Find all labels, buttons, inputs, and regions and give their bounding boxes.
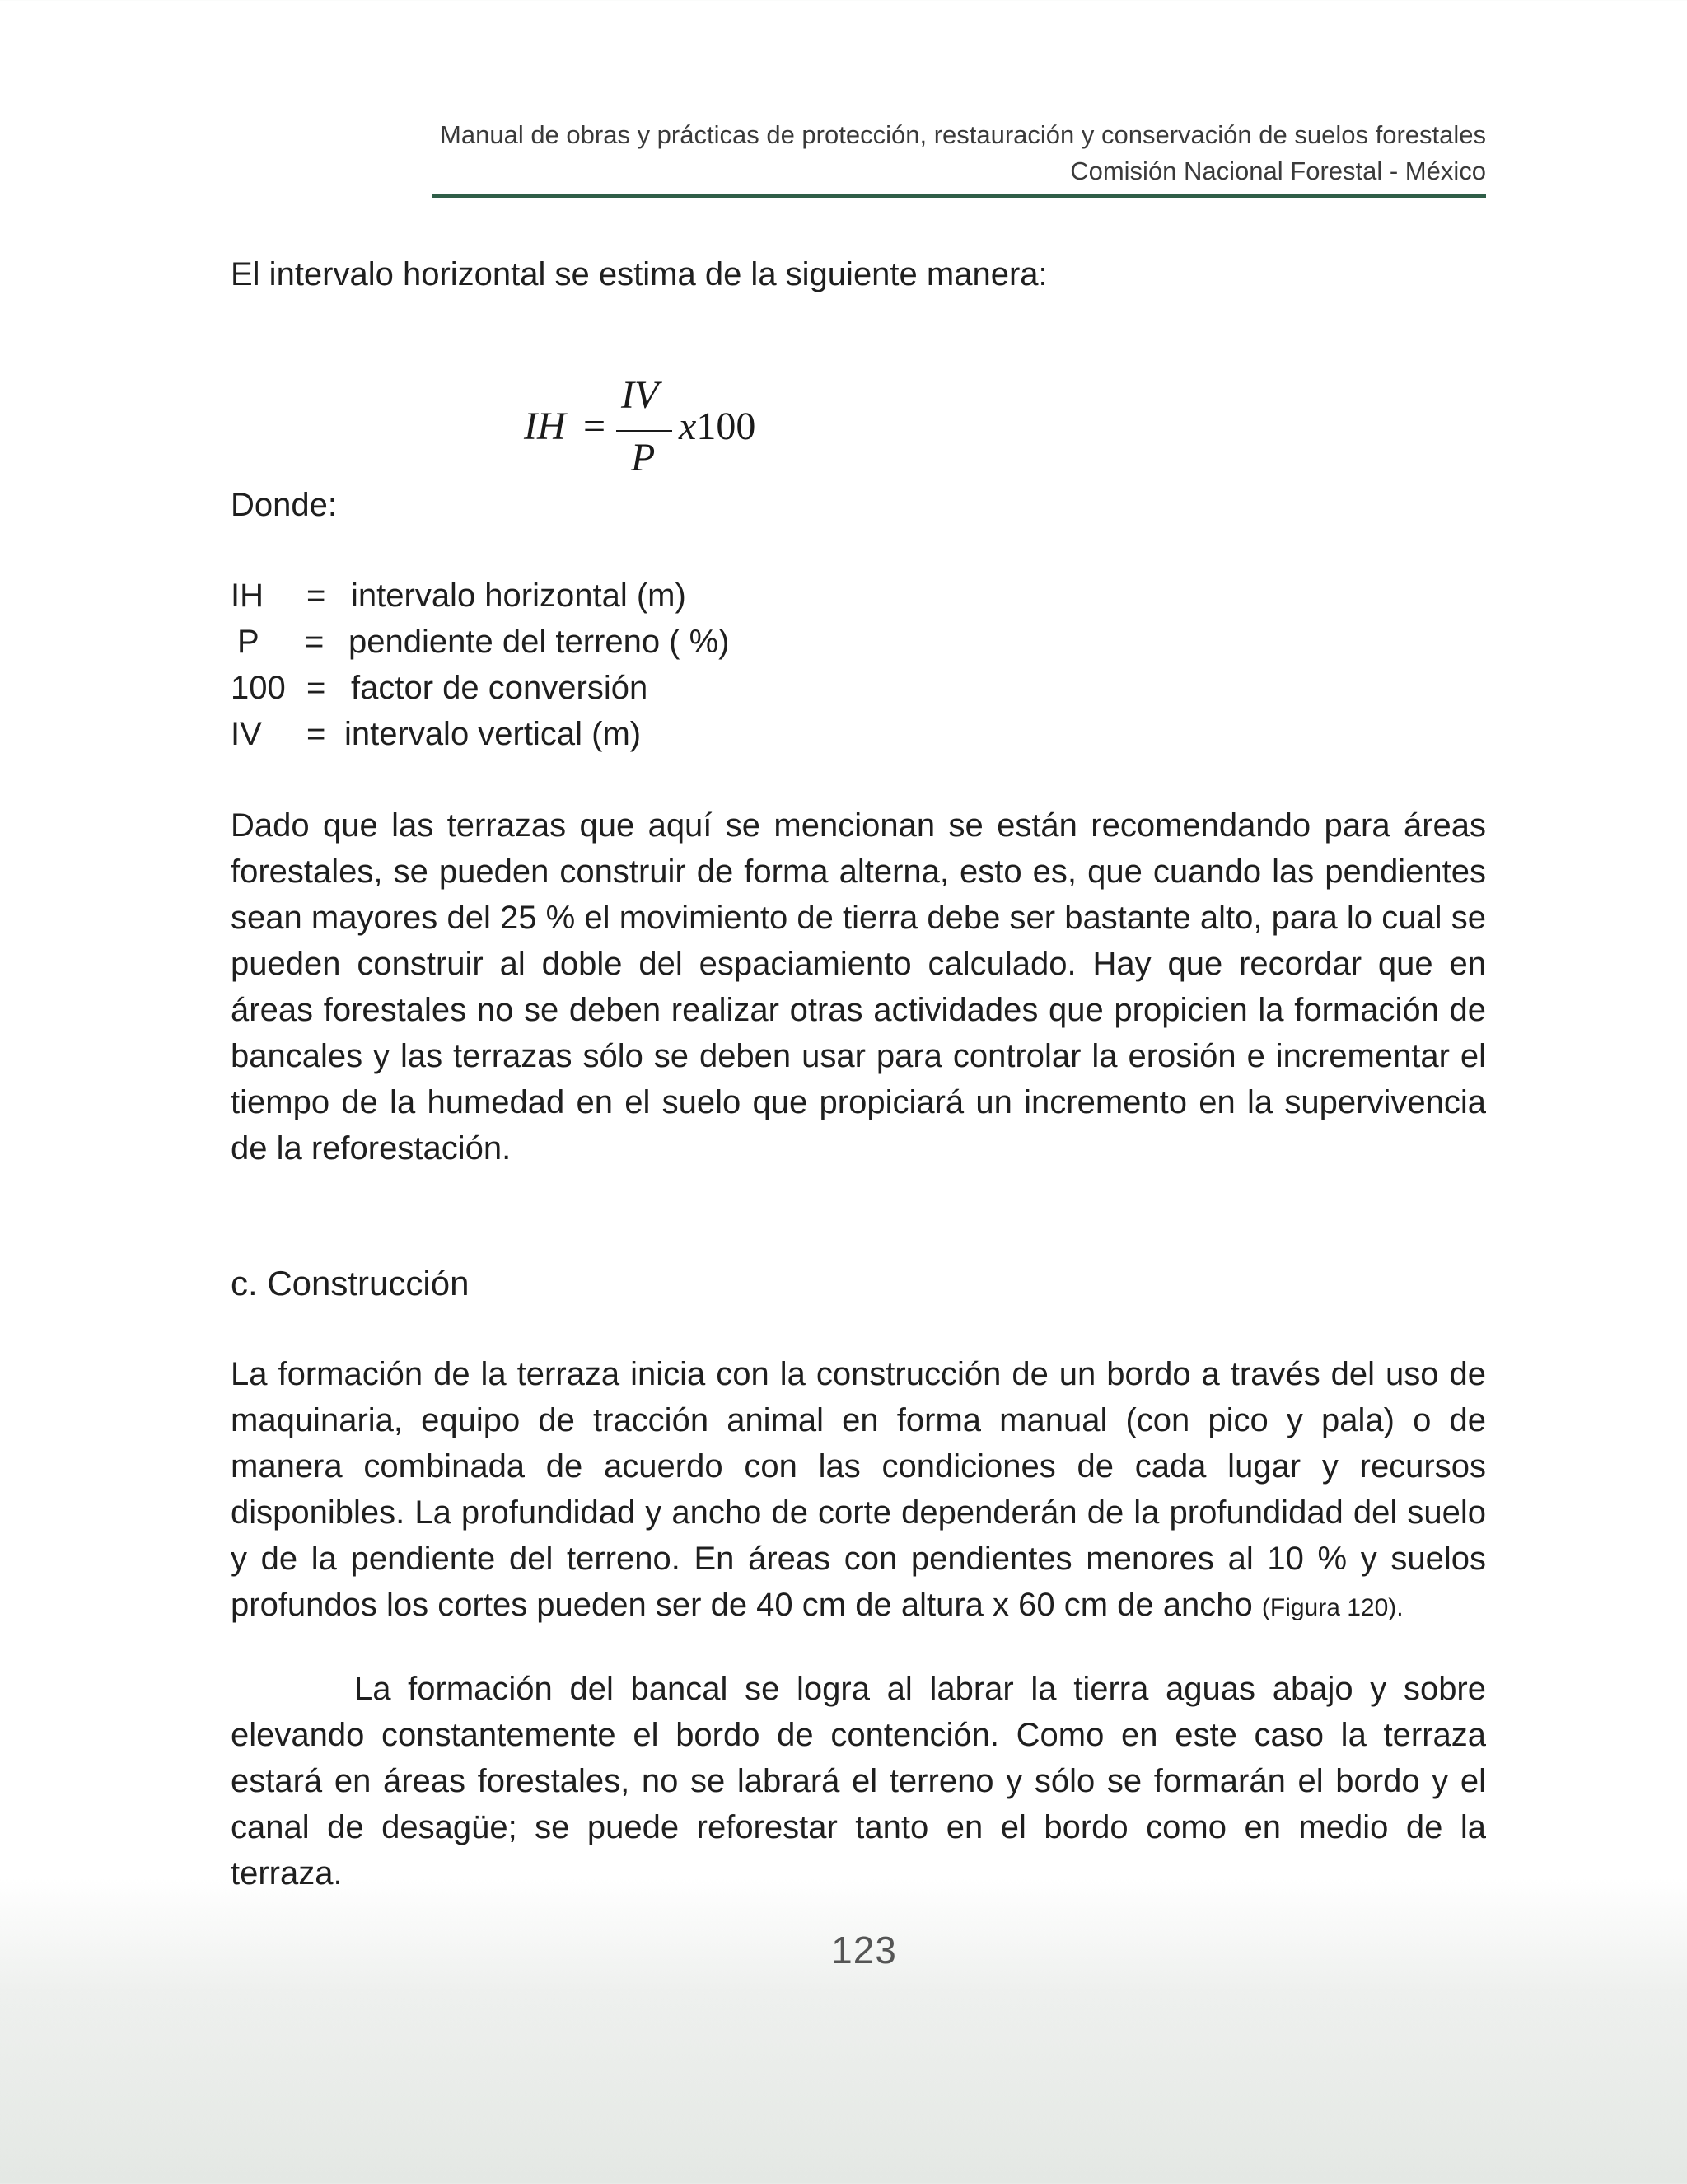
definition-equals: = — [306, 578, 326, 614]
definition-symbol: IH — [231, 578, 264, 614]
formula-multiplier — [679, 404, 755, 449]
definition-symbol: 100 — [231, 670, 286, 706]
definition-row — [231, 711, 1486, 757]
paragraph-terrazas: Dado que las terrazas que aquí se mencionan se están recomendando para áreas forestales, se pueden construir de forma alterna, esto es, que cuando las pendientes sean mayores del 25 % el movimiento de tierra debe ser bastante alto, para lo cual se pueden construir al doble del espaciamiento calculado. Hay que recordar que en áreas forestales no se deben realizar otras actividades que propicien la formación de bancales y las terrazas sólo se deben usar para controlar la erosión e incrementar el tiempo de la humedad en el suelo que propiciará un incremento en la supervivencia de la reforestación. — [231, 807, 1486, 1167]
header-institution: Comisión Nacional Forestal - México — [1070, 157, 1486, 185]
definition-equals: = — [306, 670, 326, 706]
definition-row — [231, 619, 1486, 665]
paragraph-bancal: La formación del bancal se logra al labrar la tierra aguas abajo y sobre elevando constantemente el bordo de contención. Como en este caso la terraza estará en áreas forestales, no se labrará el terreno y sólo se formarán el bordo y el canal de desagüe; se puede reforestar tanto en el bordo como en medio de la terraza. — [231, 1671, 1486, 1892]
definition-meaning: intervalo horizontal (m) — [351, 578, 686, 614]
header-rule — [432, 194, 1486, 198]
formula-lhs: IH — [524, 405, 566, 448]
figure-reference: (Figura 120). — [1261, 1594, 1404, 1621]
intro-sentence: El intervalo horizontal se estima de la siguiente manera: — [231, 256, 1048, 292]
running-header — [415, 117, 1486, 189]
definition-symbol: P — [237, 624, 259, 660]
paragraph-construccion — [231, 1351, 1486, 1631]
definition-meaning: intervalo vertical (m) — [344, 716, 642, 752]
definition-meaning: pendiente del terreno ( %) — [348, 624, 730, 660]
definition-equals: = — [306, 716, 326, 752]
formula-denominator: P — [631, 436, 656, 479]
formula-numerator: IV — [621, 373, 659, 417]
definition-row — [231, 573, 1486, 619]
multiplier-value: 100 — [696, 405, 756, 448]
page-number: 123 — [831, 1929, 897, 1971]
fraction-bar — [616, 430, 672, 432]
section-heading: c. Construcción — [231, 1264, 470, 1302]
paragraph-construccion-text: La formación de la terraza inicia con la construcción de un bordo a través del uso de maquinaria, equipo de tracción animal en forma manual (con pico y pala) o de manera combinada de acuerdo con las condiciones de cada lugar y recursos disponibles. La profundidad y ancho de corte dependerán de la profundidad del suelo y de la pendiente del terreno. En áreas con pendientes menores al 10 % y suelos profundos los cortes pueden ser de 40 cm de altura x 60 cm de ancho — [231, 1356, 1486, 1623]
definition-symbol: IV — [231, 716, 262, 752]
formula-equals: = — [583, 405, 606, 448]
definition-meaning: factor de conversión — [351, 670, 648, 706]
definition-list — [231, 573, 1486, 757]
header-manual-title: Manual de obras y prácticas de protección, restauración y conservación de suelos forestales — [440, 120, 1486, 149]
definition-row — [231, 665, 1486, 711]
definition-equals: = — [305, 624, 325, 660]
multiplier-symbol: x — [679, 405, 697, 448]
donde-label: Donde: — [231, 487, 337, 523]
